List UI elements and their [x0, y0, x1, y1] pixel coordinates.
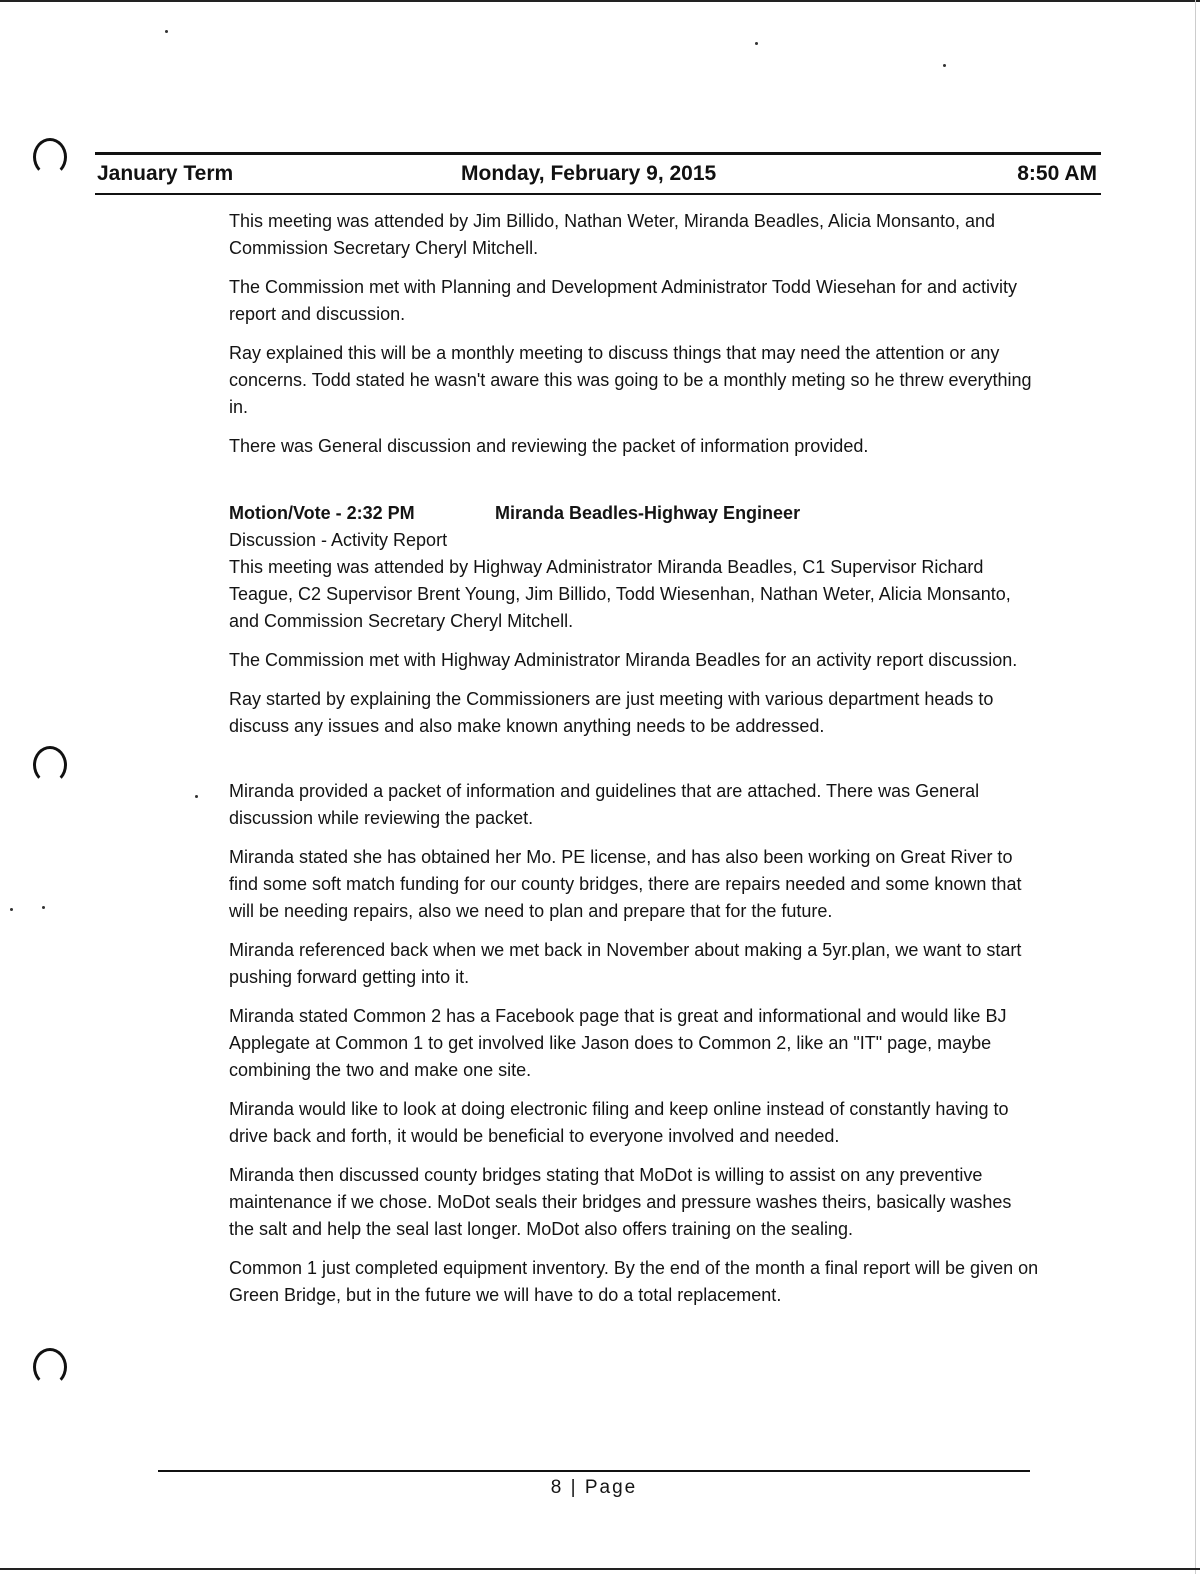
footer-rule — [158, 1470, 1030, 1472]
paragraph: Miranda would like to look at doing electronic filing and keep online instead of constantly having to drive back and forth, it would be beneficial to everyone involved and needed. — [229, 1099, 1009, 1146]
scan-speck — [10, 908, 13, 911]
paragraph: Miranda referenced back when we met back in November about making a 5yr.plan, we want to start pushing forward getting into it. — [229, 940, 1022, 987]
paragraph: Common 1 just completed equipment inventory. By the end of the month a final report will be given on Green Bridge, but in the future we will have to do a total replacement. — [229, 1258, 1039, 1305]
paragraph: Miranda stated she has obtained her Mo. PE license, and has also been working on Great River to find some soft match funding for our county bridges, there are repairs needed and some known that will be needing repairs, also we need to plan and prepare that for the future. — [229, 847, 1022, 921]
scan-speck — [42, 906, 45, 909]
paragraph: This meeting was attended by Highway Administrator Miranda Beadles, C1 Supervisor Richard Teague, C2 Supervisor Brent Young, Jim Billido, Todd Wiesenhan, Nathan Weter, Alicia Monsanto, and Commission Secretary Cheryl Mitchell. — [229, 557, 1011, 631]
punch-hole-icon — [33, 746, 67, 784]
header-rule-bottom — [95, 193, 1101, 195]
page-header — [97, 160, 1097, 190]
header-rule-top — [95, 152, 1101, 155]
punch-hole-icon — [33, 138, 67, 176]
page-right-edge — [1195, 0, 1196, 1574]
paragraph: The Commission met with Planning and Development Administrator Todd Wiesehan for and activity report and discussion. — [229, 277, 1018, 324]
paragraph: Miranda then discussed county bridges stating that MoDot is willing to assist on any preventive maintenance if we chose. MoDot seals their bridges and pressure washes theirs, basically washes the salt and help the seal last longer. MoDot also offers training on the sealing. — [229, 1165, 1012, 1239]
motion-heading — [229, 500, 1039, 527]
paragraph: The Commission met with Highway Administrator Miranda Beadles for an activity report discussion. — [229, 650, 1018, 670]
paragraph: Miranda provided a packet of information and guidelines that are attached. There was General discussion while reviewing the packet. — [229, 781, 980, 828]
page-bottom-edge — [0, 1568, 1200, 1570]
minutes-body — [229, 208, 1039, 1321]
page-top-edge — [0, 0, 1200, 2]
header-date: Monday, February 9, 2015 — [461, 162, 717, 185]
paragraph: Ray explained this will be a monthly meeting to discuss things that may need the attention or any concerns. Todd stated he wasn't aware this was going to be a monthly meting so he threw everything in. — [229, 343, 1032, 417]
paragraph: Miranda stated Common 2 has a Facebook page that is great and informational and would like BJ Applegate at Common 1 to get involved like Jason does to Common 2, like an "IT" page, maybe combining the two and make one site. — [229, 1006, 1007, 1080]
punch-hole-icon — [33, 1348, 67, 1386]
scan-speck — [195, 795, 198, 798]
scan-speck — [755, 42, 758, 45]
scan-speck — [943, 64, 946, 67]
paragraph: Ray started by explaining the Commissioners are just meeting with various department heads to discuss any issues and also make known anything needs to be addressed. — [229, 689, 994, 736]
header-time: 8:50 AM — [1017, 162, 1097, 185]
motion-label: Motion/Vote - 2:32 PM — [229, 503, 415, 523]
page-number: 8 | Page — [550, 1477, 638, 1498]
scan-speck — [165, 30, 168, 33]
motion-title: Miranda Beadles-Highway Engineer — [495, 503, 801, 523]
section-subheading: Discussion - Activity Report — [229, 530, 448, 550]
paragraph: This meeting was attended by Jim Billido, Nathan Weter, Miranda Beadles, Alicia Monsanto, and Commission Secretary Cheryl Mitchell. — [229, 211, 996, 258]
paragraph: There was General discussion and reviewing the packet of information provided. — [229, 436, 869, 456]
header-term: January Term — [97, 162, 234, 185]
